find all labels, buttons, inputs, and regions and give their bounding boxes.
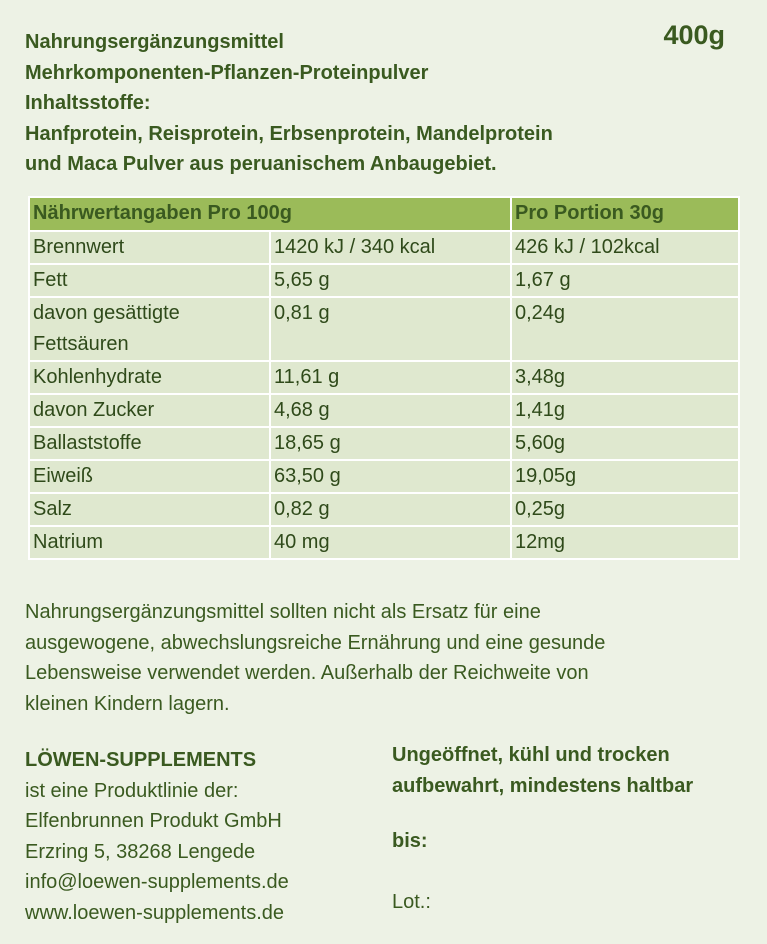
disclaimer-text: [25, 597, 735, 719]
table-row: [29, 361, 739, 394]
nutrient-name: Ballaststoffe: [29, 427, 270, 460]
value-per-portion: 0,24g: [511, 297, 739, 361]
brand-name: LÖWEN-SUPPLEMENTS: [25, 749, 257, 771]
company-name: Elfenbrunnen Produkt GmbH: [25, 810, 282, 832]
nutrient-name: davon Zucker: [29, 394, 270, 427]
lot-label: Lot.:: [392, 891, 431, 913]
value-per-100g: 1420 kJ / 340 kcal: [270, 231, 511, 264]
nutrient-name: Natrium: [29, 526, 270, 559]
nutrition-table: [28, 196, 740, 560]
table-row: [29, 264, 739, 297]
company-tagline: ist eine Produktlinie der:: [25, 779, 239, 802]
value-per-100g: 63,50 g: [270, 460, 511, 493]
net-weight: 400g: [663, 20, 725, 50]
value-per-100g: 0,82 g: [270, 493, 511, 526]
table-row: [29, 394, 739, 427]
table-row: [29, 231, 739, 264]
header-per-portion: Pro Portion 30g: [511, 197, 739, 231]
nutrient-name: Salz: [29, 493, 270, 526]
table-row: [29, 297, 739, 361]
value-per-portion: 1,41g: [511, 394, 739, 427]
nutrient-name: davon gesättigte Fettsäuren: [29, 297, 270, 361]
product-name: Mehrkomponenten-Pflanzen-Proteinpulver: [25, 61, 429, 84]
nutrient-name: Eiweiß: [29, 460, 270, 493]
value-per-100g: 5,65 g: [270, 264, 511, 297]
disclaimer-line: kleinen Kindern lagern.: [25, 692, 230, 715]
value-per-portion: 19,05g: [511, 460, 739, 493]
ingredients-line-1: Hanfprotein, Reisprotein, Erbsenprotein, Mandelprotein: [25, 122, 553, 145]
best-before-label: bis:: [392, 830, 428, 852]
nutrient-name: Fett: [29, 264, 270, 297]
value-per-100g: 11,61 g: [270, 361, 511, 394]
value-per-portion: 3,48g: [511, 361, 739, 394]
table-row: [29, 427, 739, 460]
header-per-100g: Nährwertangaben Pro 100g: [29, 197, 511, 231]
nutrition-table-header: [29, 197, 739, 231]
nutrient-name: Kohlenhydrate: [29, 361, 270, 394]
nutrient-name: Brennwert: [29, 231, 270, 264]
disclaimer-line: Nahrungsergänzungsmittel sollten nicht als Ersatz für eine: [25, 601, 541, 623]
table-row: [29, 460, 739, 493]
table-row: [29, 526, 739, 559]
product-header: [25, 27, 745, 180]
value-per-portion: 0,25g: [511, 493, 739, 526]
company-website: www.loewen-supplements.de: [25, 901, 285, 924]
value-per-portion: 426 kJ / 102kcal: [511, 231, 739, 264]
storage-line: Ungeöffnet, kühl und trocken: [392, 744, 670, 766]
value-per-portion: 12mg: [511, 526, 739, 559]
disclaimer-line: Lebensweise verwendet werden. Außerhalb der Reichweite von: [25, 662, 589, 684]
value-per-100g: 40 mg: [270, 526, 511, 559]
value-per-100g: 18,65 g: [270, 427, 511, 460]
company-info: [25, 745, 385, 928]
storage-info: [392, 740, 752, 801]
value-per-portion: 1,67 g: [511, 264, 739, 297]
value-per-portion: 5,60g: [511, 427, 739, 460]
disclaimer-line: ausgewogene, abwechslungsreiche Ernährung und eine gesunde: [25, 631, 606, 654]
ingredients-line-2: und Maca Pulver aus peruanischem Anbaugebiet.: [25, 153, 497, 175]
storage-line: aufbewahrt, mindestens haltbar: [392, 774, 694, 797]
company-address: Erzring 5, 38268 Lengede: [25, 840, 256, 863]
ingredients-heading: Inhaltsstoffe:: [25, 92, 151, 114]
value-per-100g: 0,81 g: [270, 297, 511, 361]
product-category: Nahrungsergänzungsmittel: [25, 31, 284, 53]
company-email: info@loewen-supplements.de: [25, 871, 289, 893]
value-per-100g: 4,68 g: [270, 394, 511, 427]
table-row: [29, 493, 739, 526]
